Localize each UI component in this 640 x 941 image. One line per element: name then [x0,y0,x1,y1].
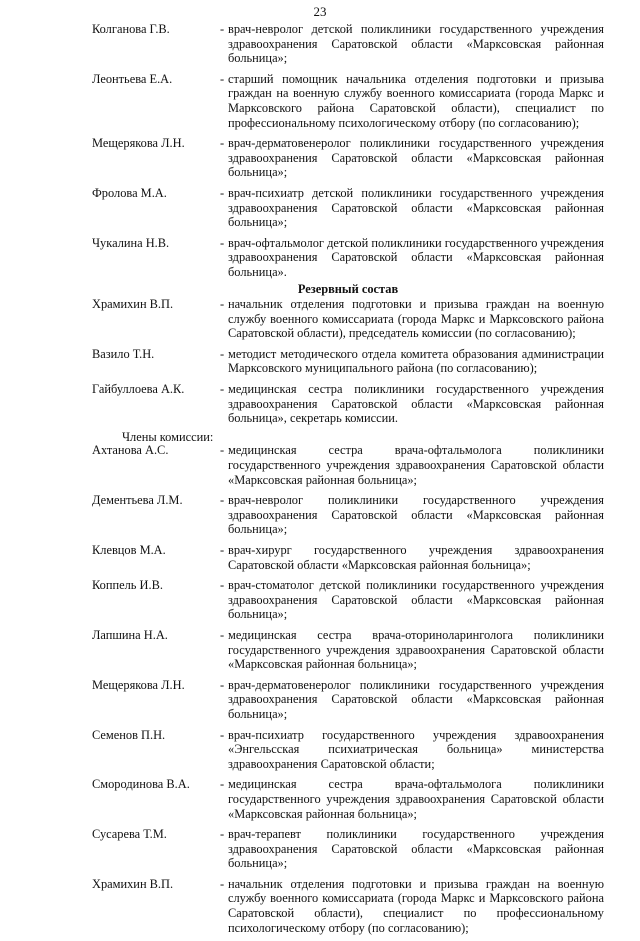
person-name: Коппель И.В. [92,578,163,593]
person-role: медицинская сестра врача-офтальмолога поликлиники государственного учреждения здравоохранения Саратовской области «Марксовская районная больница»; [228,777,604,821]
entry-dash: - [220,185,225,200]
entry-dash: - [220,136,225,151]
entry-dash: - [220,297,225,312]
person-name: Гайбуллоева А.К. [92,382,185,397]
commission-members-list [92,443,604,935]
members-label: Члены комиссии: [122,429,214,444]
person-role: врач-офтальмолог детской поликлиники государственного учреждения здравоохранения Саратовской области «Марксовская районная больница». [228,235,604,279]
person-role: врач-психиатр государственного учреждения здравоохранения «Энгельсская психиатрическая больница» министерства здравоохранения Саратовской области; [228,727,604,771]
entry-dash: - [220,235,225,250]
person-entry [92,22,604,66]
person-name: Сусарева Т.М. [92,827,167,842]
person-role: старший помощник начальника отделения подготовки и призыва граждан на военную службу военного комиссариата (города Маркс и Марксовского района Саратовской области), специалист по профессиональному психологическому отбору (по согласованию); [228,71,604,130]
document-content [92,22,604,941]
person-role: методист методического отдела комитета образования администрации Марксовского муниципального района (по согласованию); [228,346,604,376]
person-role: врач-хирург государственного учреждения здравоохранения Саратовской области «Марксовская районная больница»; [228,543,604,572]
person-entry [92,382,604,426]
entry-dash: - [220,777,225,792]
person-entry [92,728,604,772]
entry-dash: - [220,677,225,692]
person-name: Колганова Г.В. [92,22,170,36]
entry-dash: - [220,493,225,508]
person-name: Дементьева Л.М. [92,493,183,508]
person-name: Мещерякова Л.Н. [92,136,185,151]
entry-dash: - [220,578,225,593]
person-name: Храмихин В.П. [92,876,174,891]
person-role: врач-невролог поликлиники государственного учреждения здравоохранения Саратовской области «Марксовская районная больница»; [228,493,604,537]
person-role: медицинская сестра врача-оториноларинголога поликлиники государственного учреждения здравоохранения Саратовской области «Марксовская районная больница»; [228,627,604,672]
person-role: врач-психиатр детской поликлиники государственного учреждения здравоохранения Саратовской области «Марксовская районная больница»; [228,185,604,230]
person-entry [92,72,604,130]
person-role: врач-дерматовенеролог поликлиники государственного учреждения здравоохранения Саратовской области «Марксовская районная больница»; [228,677,604,721]
person-role: медицинская сестра врача-офтальмолога поликлиники государственного учреждения здравоохранения Саратовской области «Марксовская районная больница»; [228,443,604,487]
entry-dash: - [220,22,225,36]
person-role: врач-дерматовенеролог поликлиники государственного учреждения здравоохранения Саратовской области «Марксовская районная больница»; [228,136,604,180]
person-name: Лапшина Н.А. [92,627,168,642]
entry-dash: - [220,876,225,891]
person-entry [92,136,604,180]
person-name: Клевцов М.А. [92,543,166,557]
person-name: Ахтанова А.С. [92,443,169,458]
person-role: начальник отделения подготовки и призыва граждан на военную службу военного комиссариата (города Маркс и Марксовского района Саратовской области), специалист по профессиональному психологическому отбору (по согласованию); [228,876,604,935]
person-entry [92,493,604,537]
person-name: Чукалина Н.В. [92,235,170,250]
entry-dash: - [220,627,225,642]
person-name: Фролова М.А. [92,185,167,200]
entry-dash: - [220,727,225,742]
person-name: Семенов П.Н. [92,727,166,742]
entry-dash: - [220,443,225,458]
entry-dash: - [220,71,225,86]
entry-dash: - [220,382,225,397]
person-role: врач-терапевт поликлиники государственного учреждения здравоохранения Саратовской области «Марксовская районная больница»; [228,827,604,871]
person-entry [92,297,604,341]
entry-dash: - [220,827,225,842]
person-role: врач-невролог детской поликлиники государственного учреждения здравоохранения Саратовской области «Марксовская районная больница»; [228,22,604,66]
person-role: начальник отделения подготовки и призыва граждан на военную службу военного комиссариата (города Маркс и Марксовского района Саратовской области), председатель комиссии (по согласованию); [228,297,604,341]
person-entry [92,827,604,871]
person-entry [92,543,604,572]
person-entry [92,443,604,487]
person-entry [92,236,604,280]
person-name: Леонтьева Е.А. [92,71,173,86]
person-role: медицинская сестра поликлиники государственного учреждения здравоохранения Саратовской области «Марксовская районная больница», секретарь комиссии. [228,382,604,426]
section-heading-reserve: Резервный состав [297,281,399,296]
entry-dash: - [220,543,225,557]
person-entry [92,777,604,821]
entry-dash: - [220,346,225,361]
person-entry [92,186,604,230]
person-entry [92,578,604,622]
main-composition-list [92,22,604,280]
person-role: врач-стоматолог детской поликлиники государственного учреждения здравоохранения Саратовской области «Марксовская районная больница»; [228,578,604,622]
person-entry [92,628,604,672]
person-entry [92,678,604,722]
person-name: Храмихин В.П. [92,297,174,312]
person-name: Мещерякова Л.Н. [92,677,185,692]
person-name: Смородинова В.А. [92,777,190,792]
page-number: 23 [313,4,327,19]
person-entry [92,877,604,935]
reserve-composition-list [92,297,604,426]
person-entry [92,347,604,376]
person-name: Вазило Т.Н. [92,346,155,361]
